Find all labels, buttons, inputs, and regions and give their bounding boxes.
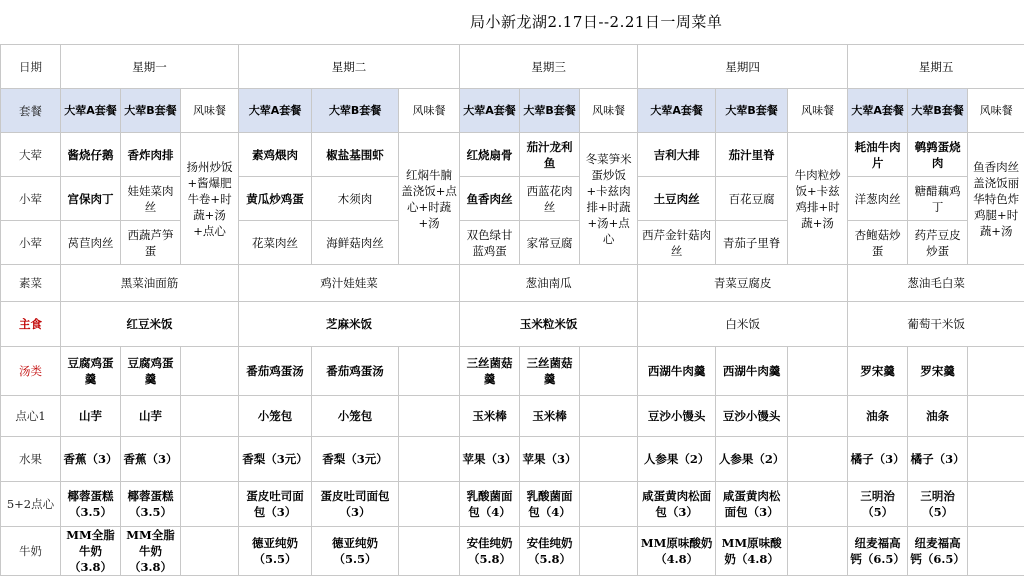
menu-cell: 德亚纯奶（5.5） bbox=[312, 527, 399, 576]
flavor-header: 风味餐 bbox=[788, 89, 848, 133]
flavor-cell: 冬菜笋米蛋炒饭+卡兹肉排+时蔬+汤+点心 bbox=[580, 133, 638, 265]
menu-cell: 人参果（2） bbox=[638, 437, 716, 482]
menu-cell: 香梨（3元） bbox=[239, 437, 312, 482]
empty-cell bbox=[968, 396, 1024, 437]
row-label-fruit: 水果 bbox=[1, 437, 61, 482]
empty-cell bbox=[399, 396, 460, 437]
menu-cell: 黄瓜炒鸡蛋 bbox=[239, 177, 312, 221]
day-header-mon: 星期一 bbox=[61, 45, 239, 89]
staple-cell: 红豆米饭 bbox=[61, 302, 239, 347]
menu-cell: 素鸡煨肉 bbox=[239, 133, 312, 177]
row-label-set: 套餐 bbox=[1, 89, 61, 133]
menu-cell: 纽麦福高钙（6.5） bbox=[848, 527, 908, 576]
day-header-thu: 星期四 bbox=[638, 45, 848, 89]
staple-cell: 芝麻米饭 bbox=[239, 302, 460, 347]
empty-cell bbox=[580, 347, 638, 396]
flavor-cell: 扬州炒饭+酱爆肥牛卷+时蔬+汤+点心 bbox=[181, 133, 239, 265]
set-a-header: 大荤A套餐 bbox=[638, 89, 716, 133]
menu-cell: 三丝菌菇羹 bbox=[460, 347, 520, 396]
row-label-date: 日期 bbox=[1, 45, 61, 89]
menu-cell: 豆沙小馒头 bbox=[716, 396, 788, 437]
set-b-header: 大荤B套餐 bbox=[520, 89, 580, 133]
menu-cell: 咸蛋黄肉松面包（3） bbox=[638, 482, 716, 527]
row-xiao-hun-2 bbox=[1, 221, 1024, 265]
empty-cell bbox=[580, 396, 638, 437]
flavor-header: 风味餐 bbox=[399, 89, 460, 133]
veg-cell: 葱油毛白菜 bbox=[848, 265, 1024, 302]
day-header-tue: 星期二 bbox=[239, 45, 460, 89]
menu-cell: 茄汁龙利鱼 bbox=[520, 133, 580, 177]
menu-cell: 蛋皮吐司面包（3） bbox=[239, 482, 312, 527]
menu-cell: 茄汁里脊 bbox=[716, 133, 788, 177]
menu-cell: 青茄子里脊 bbox=[716, 221, 788, 265]
empty-cell bbox=[580, 527, 638, 576]
empty-cell bbox=[968, 437, 1024, 482]
menu-cell: 椰蓉蛋糕（3.5） bbox=[121, 482, 181, 527]
menu-cell: 香蕉（3） bbox=[121, 437, 181, 482]
row-fruit bbox=[1, 437, 1024, 482]
menu-cell: 蛋皮吐司面包（3） bbox=[312, 482, 399, 527]
menu-cell: 油条 bbox=[848, 396, 908, 437]
menu-cell: 三明治（5） bbox=[908, 482, 968, 527]
empty-cell bbox=[181, 437, 239, 482]
menu-cell: 耗油牛肉片 bbox=[848, 133, 908, 177]
empty-cell bbox=[181, 396, 239, 437]
menu-cell: MM原味酸奶（4.8） bbox=[638, 527, 716, 576]
menu-cell: 土豆肉丝 bbox=[638, 177, 716, 221]
menu-cell: 小笼包 bbox=[239, 396, 312, 437]
menu-cell: 百花豆腐 bbox=[716, 177, 788, 221]
set-b-header: 大荤B套餐 bbox=[312, 89, 399, 133]
menu-cell: 香蕉（3） bbox=[61, 437, 121, 482]
set-header-row bbox=[1, 89, 1024, 133]
staple-cell: 白米饭 bbox=[638, 302, 848, 347]
menu-cell: 橘子（3） bbox=[908, 437, 968, 482]
flavor-header: 风味餐 bbox=[968, 89, 1024, 133]
menu-title: 局小新龙湖2.17日--2.21日一周菜单 bbox=[470, 13, 723, 31]
set-a-header: 大荤A套餐 bbox=[460, 89, 520, 133]
veg-cell: 青菜豆腐皮 bbox=[638, 265, 848, 302]
menu-cell: 油条 bbox=[908, 396, 968, 437]
menu-cell: 西湖牛肉羹 bbox=[638, 347, 716, 396]
row-label-xiao: 小荤 bbox=[1, 177, 61, 221]
menu-cell: 西芹金针菇肉丝 bbox=[638, 221, 716, 265]
menu-cell: 番茄鸡蛋汤 bbox=[312, 347, 399, 396]
set-a-header: 大荤A套餐 bbox=[239, 89, 312, 133]
row-label-xiao: 小荤 bbox=[1, 221, 61, 265]
empty-cell bbox=[788, 437, 848, 482]
menu-cell: 家常豆腐 bbox=[520, 221, 580, 265]
menu-cell: 乳酸菌面包（4） bbox=[520, 482, 580, 527]
row-dian-xin bbox=[1, 396, 1024, 437]
menu-cell: 西蓝花肉丝 bbox=[520, 177, 580, 221]
row-su-cai bbox=[1, 265, 1024, 302]
empty-cell bbox=[181, 527, 239, 576]
menu-cell: MM全脂牛奶（3.8） bbox=[121, 527, 181, 576]
menu-cell: 椒盐基围虾 bbox=[312, 133, 399, 177]
menu-cell: 三明治（5） bbox=[848, 482, 908, 527]
row-xiao-hun-1 bbox=[1, 177, 1024, 221]
menu-cell: 椰蓉蛋糕（3.5） bbox=[61, 482, 121, 527]
row-tang bbox=[1, 347, 1024, 396]
set-b-header: 大荤B套餐 bbox=[121, 89, 181, 133]
empty-cell bbox=[968, 527, 1024, 576]
menu-cell: 安佳纯奶（5.8） bbox=[460, 527, 520, 576]
flavor-cell: 鱼香肉丝盖浇饭丽华特色炸鸡腿+时蔬+汤 bbox=[968, 133, 1024, 265]
menu-cell: 山芋 bbox=[61, 396, 121, 437]
flavor-cell: 红焖牛腩盖浇饭+点心+时蔬+汤 bbox=[399, 133, 460, 265]
menu-cell: 红烧扇骨 bbox=[460, 133, 520, 177]
menu-cell: 莴苣肉丝 bbox=[61, 221, 121, 265]
menu-cell: 豆腐鸡蛋羹 bbox=[121, 347, 181, 396]
menu-cell: 纽麦福高钙（6.5） bbox=[908, 527, 968, 576]
menu-cell: 宫保肉丁 bbox=[61, 177, 121, 221]
menu-cell: MM全脂牛奶（3.8） bbox=[61, 527, 121, 576]
menu-cell: 双色绿甘蓝鸡蛋 bbox=[460, 221, 520, 265]
set-a-header: 大荤A套餐 bbox=[848, 89, 908, 133]
row-label-zhu: 主食 bbox=[1, 302, 61, 347]
empty-cell bbox=[181, 347, 239, 396]
empty-cell bbox=[580, 482, 638, 527]
menu-cell: 药芹豆皮炒蛋 bbox=[908, 221, 968, 265]
menu-cell: 苹果（3） bbox=[520, 437, 580, 482]
staple-cell: 葡萄干米饭 bbox=[848, 302, 1024, 347]
row-label-tang: 汤类 bbox=[1, 347, 61, 396]
row-label-su: 素菜 bbox=[1, 265, 61, 302]
row-label-milk: 牛奶 bbox=[1, 527, 61, 576]
empty-cell bbox=[580, 437, 638, 482]
menu-cell: 人参果（2） bbox=[716, 437, 788, 482]
empty-cell bbox=[399, 482, 460, 527]
day-header-fri: 星期五 bbox=[848, 45, 1024, 89]
menu-cell: 西蔬芦笋蛋 bbox=[121, 221, 181, 265]
veg-cell: 黑菜油面筋 bbox=[61, 265, 239, 302]
staple-cell: 玉米粒米饭 bbox=[460, 302, 638, 347]
day-header-row bbox=[1, 45, 1024, 89]
empty-cell bbox=[968, 347, 1024, 396]
flavor-cell: 牛肉粒炒饭+卡兹鸡排+时蔬+汤 bbox=[788, 133, 848, 265]
empty-cell bbox=[399, 527, 460, 576]
menu-cell: 橘子（3） bbox=[848, 437, 908, 482]
empty-cell bbox=[788, 396, 848, 437]
menu-cell: 乳酸菌面包（4） bbox=[460, 482, 520, 527]
veg-cell: 鸡汁娃娃菜 bbox=[239, 265, 460, 302]
row-milk bbox=[1, 527, 1024, 576]
row-5-2-snack bbox=[1, 482, 1024, 527]
menu-cell: 酱烧仔鹅 bbox=[61, 133, 121, 177]
menu-cell: 德亚纯奶（5.5） bbox=[239, 527, 312, 576]
page-title bbox=[0, 0, 1024, 44]
menu-cell: 木须肉 bbox=[312, 177, 399, 221]
empty-cell bbox=[399, 437, 460, 482]
menu-cell: 鱼香肉丝 bbox=[460, 177, 520, 221]
empty-cell bbox=[968, 482, 1024, 527]
empty-cell bbox=[181, 482, 239, 527]
empty-cell bbox=[788, 527, 848, 576]
flavor-header: 风味餐 bbox=[580, 89, 638, 133]
menu-cell: 豆腐鸡蛋羹 bbox=[61, 347, 121, 396]
empty-cell bbox=[788, 482, 848, 527]
menu-cell: 安佳纯奶（5.8） bbox=[520, 527, 580, 576]
menu-cell: MM原味酸奶（4.8） bbox=[716, 527, 788, 576]
set-b-header: 大荤B套餐 bbox=[908, 89, 968, 133]
menu-cell: 娃娃菜肉丝 bbox=[121, 177, 181, 221]
menu-cell: 山芋 bbox=[121, 396, 181, 437]
menu-cell: 杏鲍菇炒蛋 bbox=[848, 221, 908, 265]
menu-cell: 吉利大排 bbox=[638, 133, 716, 177]
menu-cell: 香炸肉排 bbox=[121, 133, 181, 177]
row-label-dx: 点心1 bbox=[1, 396, 61, 437]
set-a-header: 大荤A套餐 bbox=[61, 89, 121, 133]
menu-cell: 玉米棒 bbox=[460, 396, 520, 437]
row-label-da: 大荤 bbox=[1, 133, 61, 177]
row-da-hun bbox=[1, 133, 1024, 177]
menu-cell: 西湖牛肉羹 bbox=[716, 347, 788, 396]
menu-cell: 小笼包 bbox=[312, 396, 399, 437]
row-zhu-shi bbox=[1, 302, 1024, 347]
empty-cell bbox=[788, 347, 848, 396]
menu-cell: 玉米棒 bbox=[520, 396, 580, 437]
menu-cell: 豆沙小馒头 bbox=[638, 396, 716, 437]
menu-cell: 咸蛋黄肉松面包（3） bbox=[716, 482, 788, 527]
menu-cell: 三丝菌菇羹 bbox=[520, 347, 580, 396]
menu-cell: 洋葱肉丝 bbox=[848, 177, 908, 221]
menu-cell: 糖醋藕鸡丁 bbox=[908, 177, 968, 221]
menu-cell: 罗宋羹 bbox=[908, 347, 968, 396]
menu-cell: 海鲜菇肉丝 bbox=[312, 221, 399, 265]
empty-cell bbox=[399, 347, 460, 396]
veg-cell: 葱油南瓜 bbox=[460, 265, 638, 302]
menu-cell: 花菜肉丝 bbox=[239, 221, 312, 265]
set-b-header: 大荤B套餐 bbox=[716, 89, 788, 133]
menu-cell: 苹果（3） bbox=[460, 437, 520, 482]
flavor-header: 风味餐 bbox=[181, 89, 239, 133]
day-header-wed: 星期三 bbox=[460, 45, 638, 89]
menu-cell: 鹌鹑蛋烧肉 bbox=[908, 133, 968, 177]
row-label-52: 5+2点心 bbox=[1, 482, 61, 527]
menu-cell: 番茄鸡蛋汤 bbox=[239, 347, 312, 396]
menu-cell: 香梨（3元） bbox=[312, 437, 399, 482]
weekly-menu-table bbox=[0, 44, 1024, 576]
menu-cell: 罗宋羹 bbox=[848, 347, 908, 396]
